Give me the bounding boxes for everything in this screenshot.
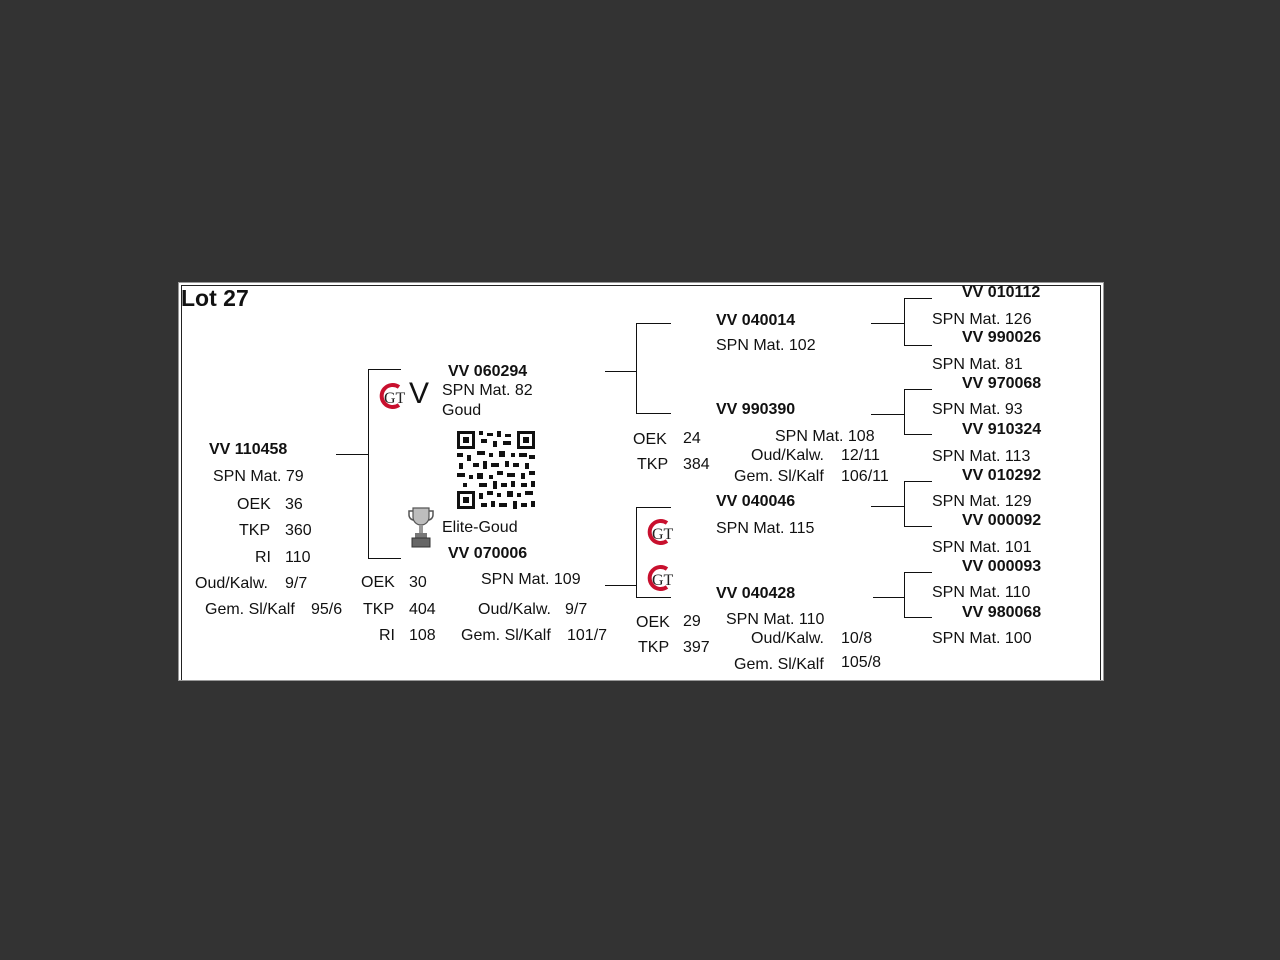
connector-line <box>636 507 637 598</box>
connector-line <box>368 558 401 559</box>
gg-2-spn: SPN Mat. 81 <box>932 356 1023 373</box>
connector-line <box>871 506 905 507</box>
lot-title: Lot 27 <box>181 285 249 311</box>
sire-dam-oudkalw-value: 12/11 <box>841 447 880 464</box>
dam-award: Elite-Goud <box>442 519 518 536</box>
dam-dam-id: VV 040428 <box>716 585 796 602</box>
dam-sire-tkp-label: TKP <box>638 639 670 656</box>
subject-oudkalw-label: Oud/Kalw. <box>195 575 268 592</box>
svg-text:GT: GT <box>384 390 406 407</box>
dam-sire-tkp-value: 397 <box>683 639 710 656</box>
dam-sire-spn: SPN Mat. 115 <box>716 520 815 537</box>
sire-tkp-value: 384 <box>683 456 710 473</box>
dam-oudkalw-value: 9/7 <box>565 601 588 618</box>
svg-text:GT: GT <box>652 526 674 543</box>
sire-spn: SPN Mat. 82 <box>442 382 533 399</box>
connector-line <box>605 585 637 586</box>
sire-dam-id: VV 990390 <box>716 401 796 418</box>
sire-grade: Goud <box>442 402 482 419</box>
dam-dam-spn: SPN Mat. 110 <box>726 611 825 628</box>
subject-spn: SPN Mat. 79 <box>213 468 304 485</box>
connector-line <box>636 597 671 598</box>
subject-oudkalw-value: 9/7 <box>285 575 308 592</box>
sire-oek-value: 24 <box>683 430 701 447</box>
gg-1-id: VV 010112 <box>962 284 1041 301</box>
connector-line <box>904 298 905 346</box>
sire-logo-suffix: V <box>409 377 430 410</box>
connector-line <box>904 481 905 527</box>
dam-ri-label: RI <box>379 627 395 644</box>
connector-line <box>904 572 905 618</box>
dam-dam-oudkalw-value: 10/8 <box>841 630 873 647</box>
dam-oudkalw-label: Oud/Kalw. <box>478 601 551 618</box>
dam-gemsl-label: Gem. Sl/Kalf <box>461 627 551 644</box>
dam-tkp-value: 404 <box>409 601 436 618</box>
gg-1-spn: SPN Mat. 126 <box>932 311 1032 328</box>
gg-4-id: VV 910324 <box>962 421 1042 438</box>
dam-id: VV 070006 <box>448 545 528 562</box>
connector-line <box>368 369 401 370</box>
connector-line <box>636 507 671 508</box>
connector-line <box>871 323 905 324</box>
gg-6-spn: SPN Mat. 101 <box>932 539 1032 556</box>
gt-logo-icon <box>377 379 407 413</box>
connector-line <box>904 298 932 299</box>
subject-gemsl-value: 95/6 <box>311 601 343 618</box>
dam-dam-gemsl-value: 105/8 <box>841 654 882 671</box>
connector-line <box>636 323 637 414</box>
connector-line <box>605 371 637 372</box>
subject-id: VV 110458 <box>209 441 288 458</box>
qr-code-icon <box>455 429 537 511</box>
sire-sire-spn: SPN Mat. 102 <box>716 337 816 354</box>
connector-line <box>904 434 932 435</box>
gg-3-spn: SPN Mat. 93 <box>932 401 1023 418</box>
sire-sire-id: VV 040014 <box>716 312 796 329</box>
connector-line <box>904 617 932 618</box>
gg-8-id: VV 980068 <box>962 604 1042 621</box>
connector-line <box>871 414 905 415</box>
sire-tkp-label: TKP <box>637 456 669 473</box>
subject-ri-value: 110 <box>285 549 311 566</box>
gg-7-spn: SPN Mat. 110 <box>932 584 1031 601</box>
subject-gemsl-label: Gem. Sl/Kalf <box>205 601 295 618</box>
connector-line <box>368 369 369 559</box>
connector-line <box>636 323 671 324</box>
trophy-icon <box>407 505 435 549</box>
subject-oek-value: 36 <box>285 496 303 513</box>
dam-tkp-label: TKP <box>363 601 395 618</box>
sire-dam-spn: SPN Mat. 108 <box>775 428 875 445</box>
connector-line <box>904 389 905 435</box>
dam-spn: SPN Mat. 109 <box>481 571 581 588</box>
gt-logo-icon <box>645 515 675 549</box>
connector-line <box>904 345 932 346</box>
dam-sire-oek-label: OEK <box>636 614 670 631</box>
subject-ri-label: RI <box>255 549 271 566</box>
sire-dam-gemsl-label: Gem. Sl/Kalf <box>734 468 824 485</box>
dam-oek-value: 30 <box>409 574 427 591</box>
dam-oek-label: OEK <box>361 574 395 591</box>
gg-5-spn: SPN Mat. 129 <box>932 493 1032 510</box>
gg-8-spn: SPN Mat. 100 <box>932 630 1032 647</box>
gg-6-id: VV 000092 <box>962 512 1042 529</box>
gg-7-id: VV 000093 <box>962 558 1042 575</box>
subject-tkp-value: 360 <box>285 522 312 539</box>
pedigree-card <box>178 282 1104 681</box>
subject-oek-label: OEK <box>237 496 271 513</box>
connector-line <box>904 526 932 527</box>
connector-line <box>336 454 368 455</box>
connector-line <box>904 481 932 482</box>
connector-line <box>636 413 671 414</box>
subject-tkp-label: TKP <box>239 522 271 539</box>
sire-id: VV 060294 <box>448 363 528 380</box>
gt-logo-icon <box>645 561 675 595</box>
dam-dam-gemsl-label: Gem. Sl/Kalf <box>734 656 824 673</box>
dam-dam-oudkalw-label: Oud/Kalw. <box>751 630 824 647</box>
gg-4-spn: SPN Mat. 113 <box>932 448 1031 465</box>
gg-2-id: VV 990026 <box>962 329 1042 346</box>
sire-oek-label: OEK <box>633 431 667 448</box>
dam-gemsl-value: 101/7 <box>567 627 608 644</box>
connector-line <box>904 572 932 573</box>
gg-5-id: VV 010292 <box>962 467 1042 484</box>
sire-dam-oudkalw-label: Oud/Kalw. <box>751 447 824 464</box>
gg-3-id: VV 970068 <box>962 375 1042 392</box>
connector-line <box>904 389 932 390</box>
dam-sire-oek-value: 29 <box>683 613 701 630</box>
dam-ri-value: 108 <box>409 627 436 644</box>
connector-line <box>873 597 905 598</box>
svg-text:GT: GT <box>652 572 674 589</box>
sire-dam-gemsl-value: 106/11 <box>841 468 889 485</box>
dam-sire-id: VV 040046 <box>716 493 796 510</box>
